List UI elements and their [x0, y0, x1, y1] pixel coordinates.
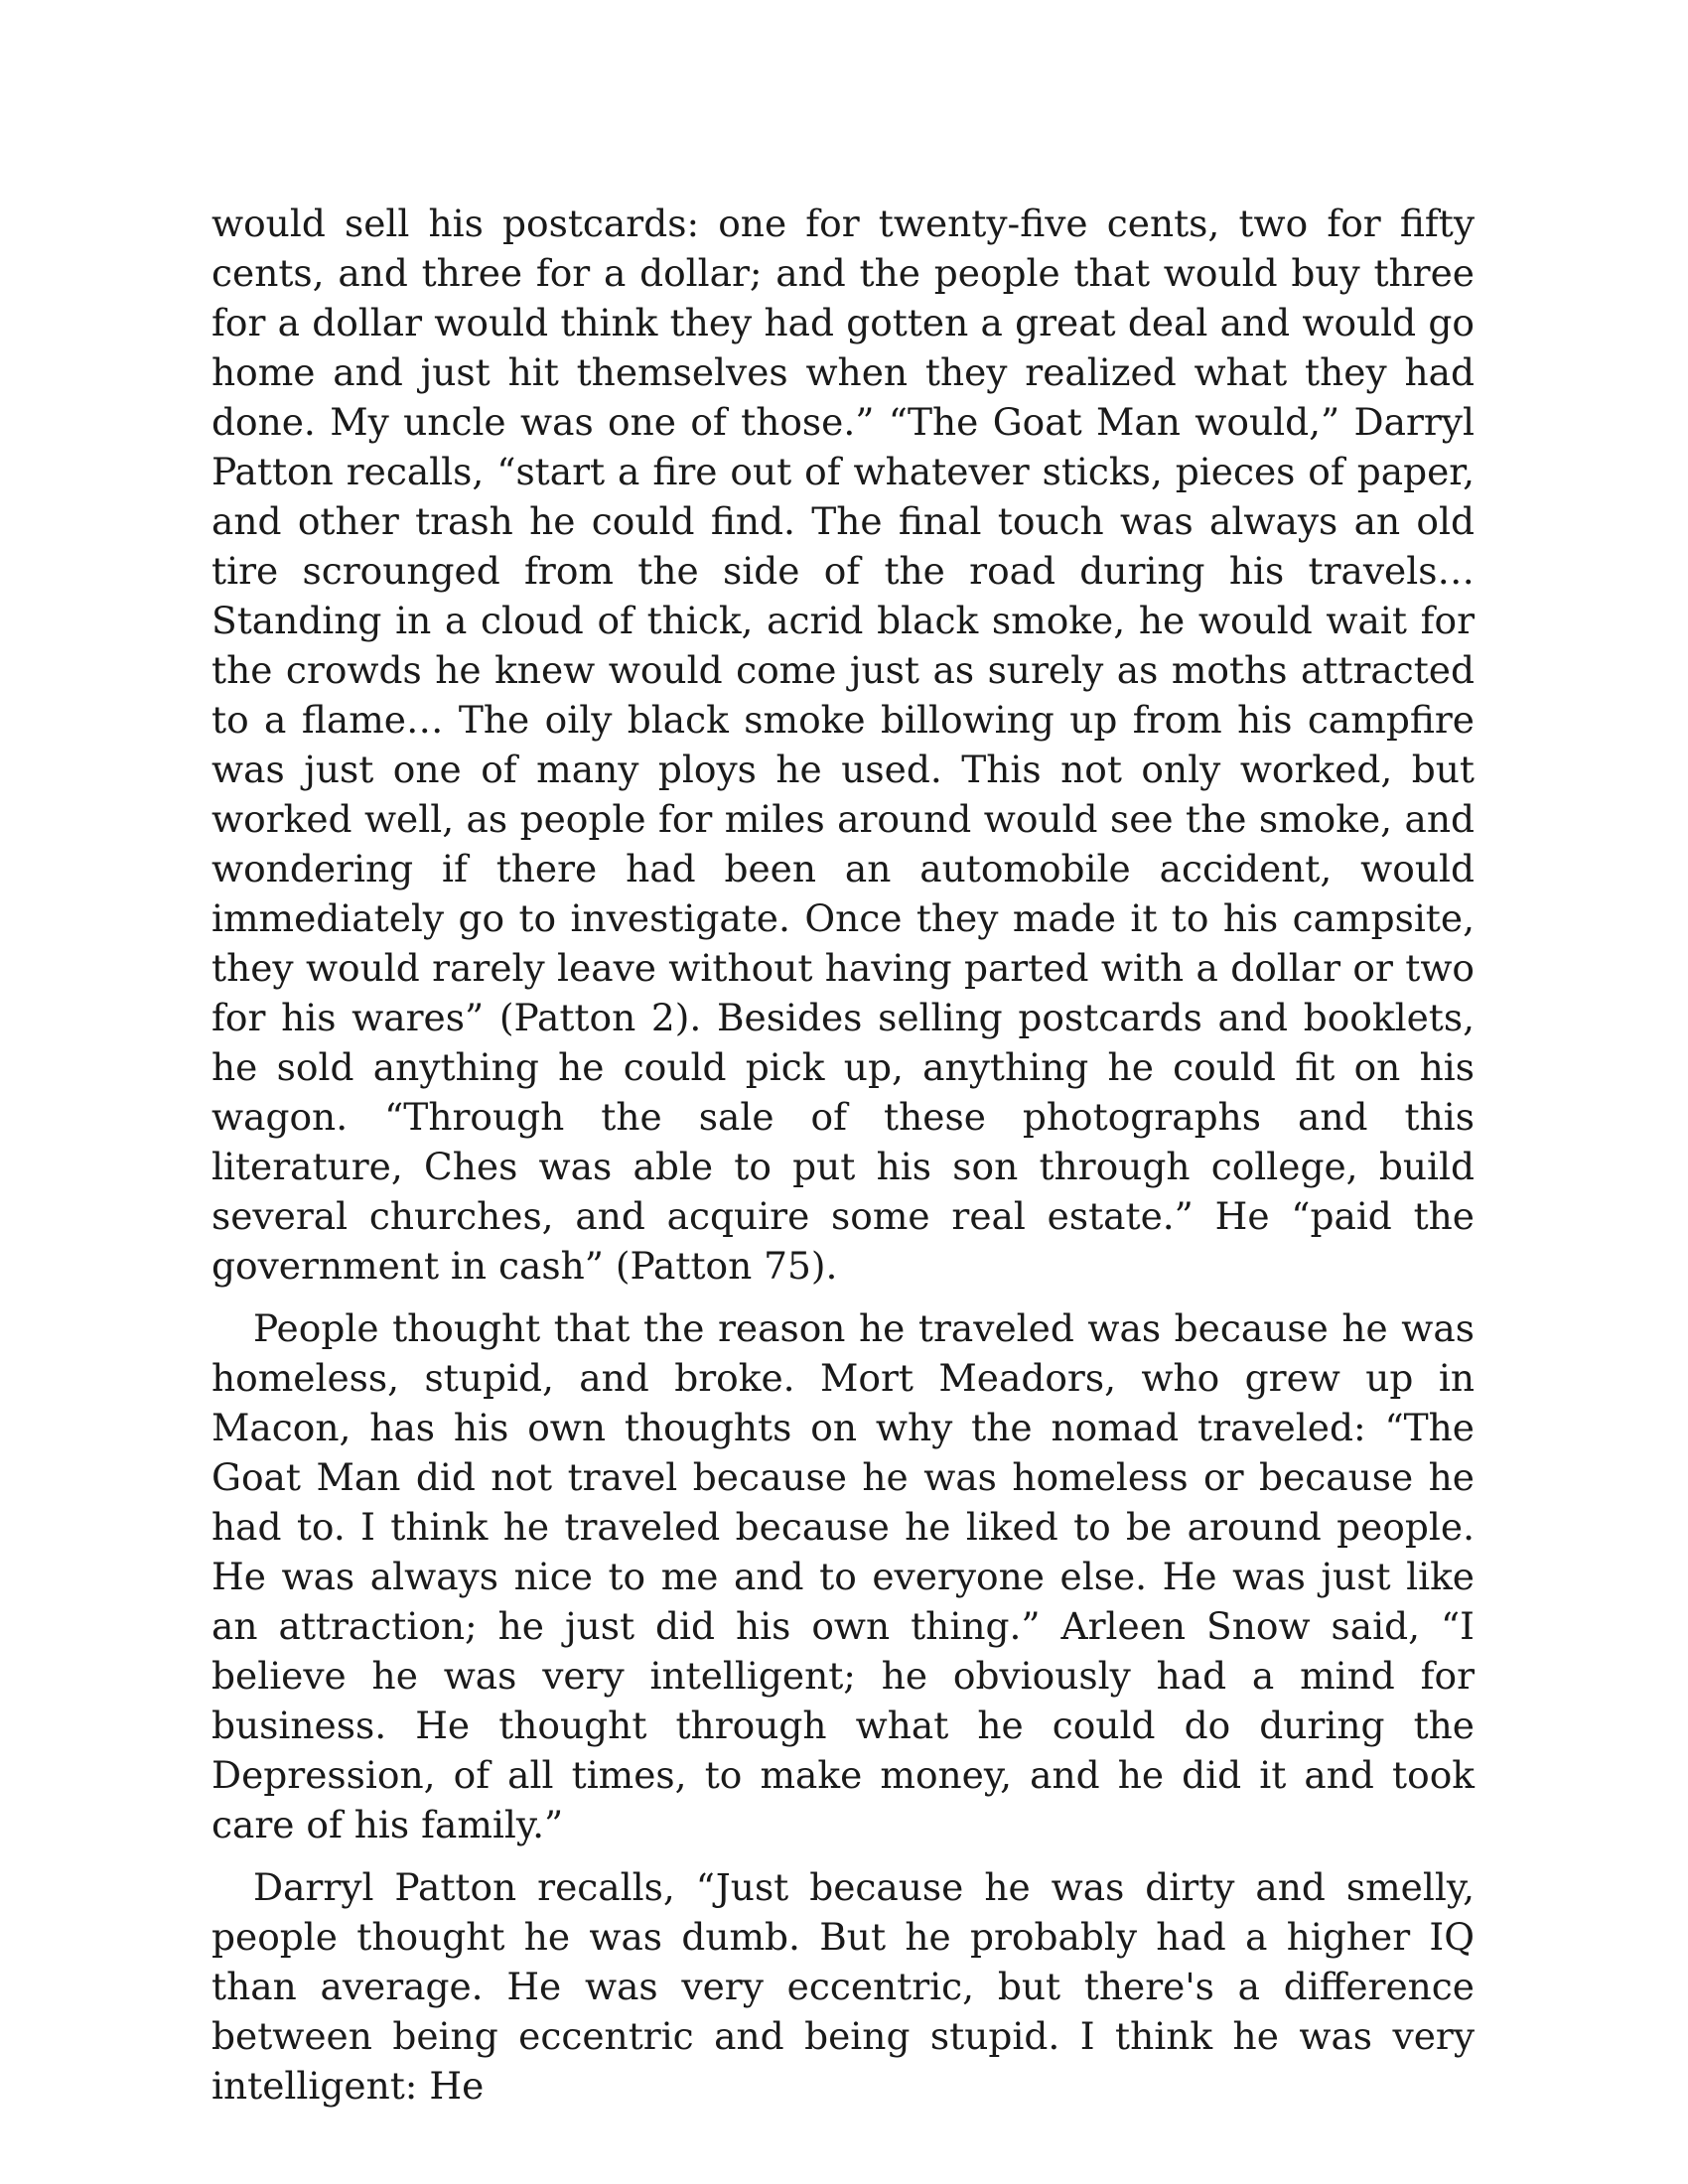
paragraph-reasons-traveled: People thought that the reason he traveled was because he was homeless, stupid, and broke. Mort Meadors, who grew up in Macon, has his own thoughts on why the nomad traveled: “The Goat Man did not travel because he was homeless or because he had to. I think he traveled because he liked to be around people. He was always nice to me and to everyone else. He was just like an attraction; he just did his own thing.” Arleen Snow said, “I believe he was very intelligent; he obviously had a mind for business. He thought through what he could do during the Depression, of all times, to make money, and he did it and took care of his family.” — [211, 1306, 1475, 1846]
paragraph-postcards: would sell his postcards: one for twenty-five cents, two for fifty cents, and three for a dollar; and the people that would buy three for a dollar would think they had gotten a great deal and would go home and just hit themselves when they realized what they had done. My uncle was one of those.” “The Goat Man would,” Darryl Patton recalls, “start a fire out of whatever sticks, pieces of paper, and other trash he could find. The final touch was always an old tire scrounged from the side of the road during his travels… Standing in a cloud of thick, acrid black smoke, he would wait for the crowds he knew would come just as surely as moths attracted to a flame… The oily black smoke billowing up from his campfire was just one of many ploys he used. This not only worked, but worked well, as people for miles around would see the smoke, and wondering if there had been an automobile accident, would immediately go to investigate. Once they made it to his campsite, they would rarely leave without having parted with a dollar or two for his wares” (Patton 2). Besides selling postcards and booklets, he sold anything he could pick up, anything he could fit on his wagon. “Through the sale of these photographs and this literature, Ches was able to put his son through college, build several churches, and acquire some real estate.” He “paid the government in cash” (Patton 75). — [211, 202, 1475, 1288]
document-page — [211, 199, 1475, 2123]
paragraph-intelligence: Darryl Patton recalls, “Just because he was dirty and smelly, people thought he was dumb. But he probably had a higher IQ than average. He was very eccentric, but there's a difference between being eccentric and being stupid. I think he was very intelligent: He — [211, 1865, 1475, 2108]
